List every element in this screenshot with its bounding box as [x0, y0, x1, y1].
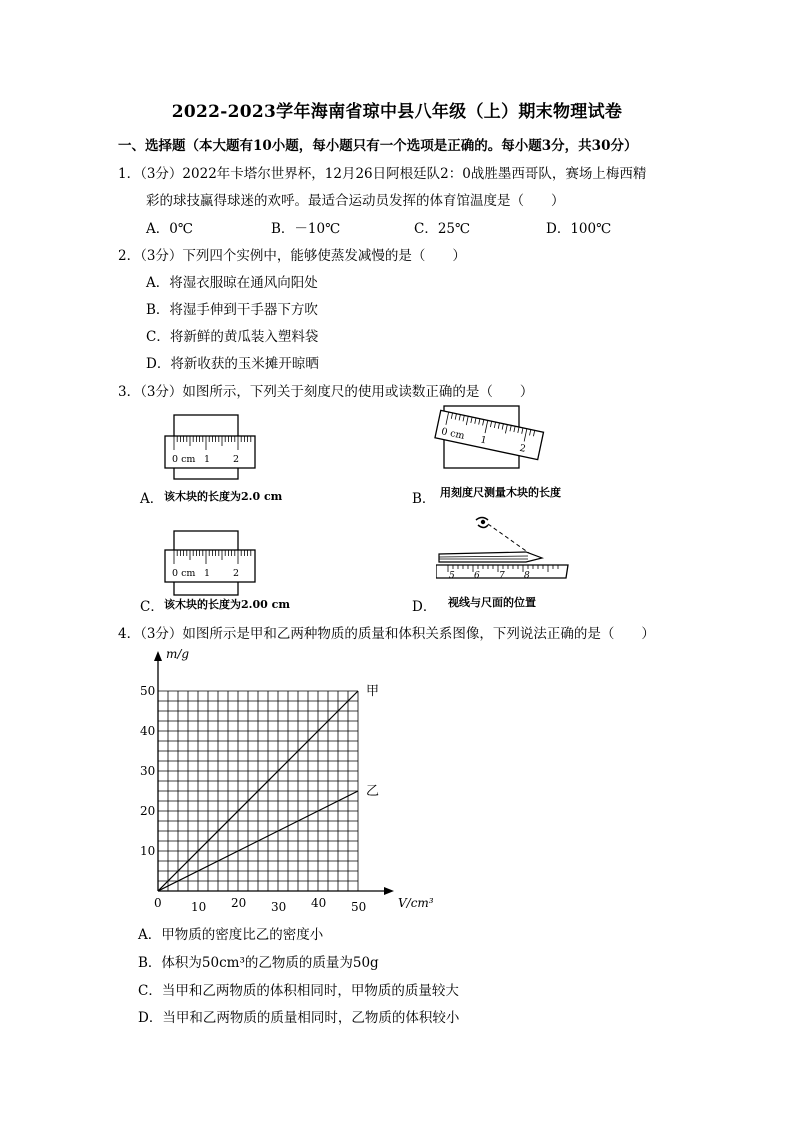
ruler-b-label-2: 2 — [518, 442, 527, 455]
x-tick-label: 50 — [351, 900, 367, 914]
x-tick-label: 40 — [311, 896, 327, 910]
q2-option-a[interactable]: A．将湿衣服晾在通风向阳处 — [146, 275, 318, 291]
q4-option-d[interactable]: D．当甲和乙两物质的质量相同时，乙物质的体积较小 — [138, 1010, 460, 1026]
series-label-1: 甲 — [366, 684, 380, 699]
x-tick-label: 0 — [154, 896, 162, 910]
q1-stem-line2: 彩的球技赢得球迷的欢呼。最适合运动员发挥的体育馆温度是（ ） — [146, 193, 565, 209]
q3-option-b-caption: 用刻度尺测量木块的长度 — [440, 486, 561, 499]
y-tick-label: 40 — [140, 724, 156, 738]
ruler-label-2: 2 — [233, 454, 240, 465]
ruler-c-label-1: 1 — [204, 568, 211, 579]
x-tick-label: 30 — [271, 900, 287, 914]
x-axis-arrow — [384, 887, 394, 895]
ruler-label-1: 1 — [204, 454, 211, 465]
q2-stem: 2．（3分）下列四个实例中，能够使蒸发减慢的是（ ） — [118, 248, 466, 264]
q4-stem: 4．（3分）如图所示是甲和乙两种物质的质量和体积关系图像，下列说法正确的是（ ） — [118, 626, 655, 642]
q3-figure-d — [436, 508, 571, 588]
series-label-2: 乙 — [366, 784, 380, 799]
scale-label-6: 6 — [474, 571, 480, 581]
x-tick-label: 20 — [231, 896, 247, 910]
x-axis-label: V/cm³ — [398, 896, 434, 910]
q1-stem-line1: 1．（3分）2022年卡塔尔世界杯，12月26日阿根廷队2：0战胜墨西哥队，赛场上梅西精 — [118, 166, 647, 182]
q3-stem: 3．（3分）如图所示，下列关于刻度尺的使用或读数正确的是（ ） — [118, 384, 534, 400]
q3-option-c-label[interactable]: C． — [140, 599, 164, 615]
eye-icon — [476, 518, 488, 528]
ruler-b-label-0: 0 cm — [440, 426, 466, 442]
q4-option-a[interactable]: A．甲物质的密度比乙的密度小 — [138, 927, 324, 943]
q3-option-c-caption: 该木块的长度为2.00 cm — [164, 598, 290, 611]
y-tick-label: 50 — [140, 684, 156, 698]
page-title: 2022-2023学年海南省琼中县八年级（上）期末物理试卷 — [171, 102, 623, 122]
ruler-c-label-0: 0 cm — [172, 568, 196, 579]
q4-mass-volume-chart — [135, 645, 435, 920]
scale-label-7: 7 — [499, 571, 505, 581]
section-heading: 一、选择题（本大题有10小题，每小题只有一个选项是正确的。每小题3分，共30分） — [118, 138, 638, 154]
q3-option-d-label[interactable]: D． — [412, 599, 437, 615]
q3-option-b-label[interactable]: B． — [412, 491, 436, 507]
y-tick-label: 30 — [140, 764, 156, 778]
q3-figure-c — [163, 528, 258, 600]
x-tick-label: 10 — [191, 900, 207, 914]
q1-option-a[interactable]: A．0℃ — [146, 221, 193, 237]
q3-option-a-label[interactable]: A． — [140, 491, 164, 507]
ruler-label-0: 0 cm — [172, 454, 196, 465]
scale-label-8: 8 — [524, 571, 530, 581]
q1-option-c[interactable]: C．25℃ — [414, 221, 471, 237]
ruler-c-label-2: 2 — [233, 568, 240, 579]
q2-option-b[interactable]: B．将湿手伸到干手器下方吹 — [146, 302, 318, 318]
q1-option-b[interactable]: B．－10℃ — [271, 221, 341, 237]
q3-option-a-caption: 该木块的长度为2.0 cm — [164, 490, 283, 503]
y-tick-label: 20 — [140, 804, 156, 818]
q3-option-d-caption: 视线与尺面的位置 — [448, 596, 536, 609]
y-axis-arrow — [154, 651, 162, 661]
q3-figure-a — [163, 412, 258, 487]
q4-option-b[interactable]: B．体积为50cm³的乙物质的质量为50g — [138, 955, 379, 971]
q3-figure-b — [434, 398, 549, 483]
y-tick-label: 10 — [140, 844, 156, 858]
q4-option-c[interactable]: C．当甲和乙两物质的体积相同时，甲物质的质量较大 — [138, 983, 459, 999]
y-axis-label: m/g — [166, 647, 190, 661]
q2-option-d[interactable]: D．将新收获的玉米摊开晾晒 — [146, 356, 319, 372]
q2-option-c[interactable]: C．将新鲜的黄瓜装入塑料袋 — [146, 329, 319, 345]
ruler-b-label-1: 1 — [479, 434, 488, 447]
q1-option-d[interactable]: D．100℃ — [546, 221, 612, 237]
scale-label-5: 5 — [449, 571, 455, 581]
